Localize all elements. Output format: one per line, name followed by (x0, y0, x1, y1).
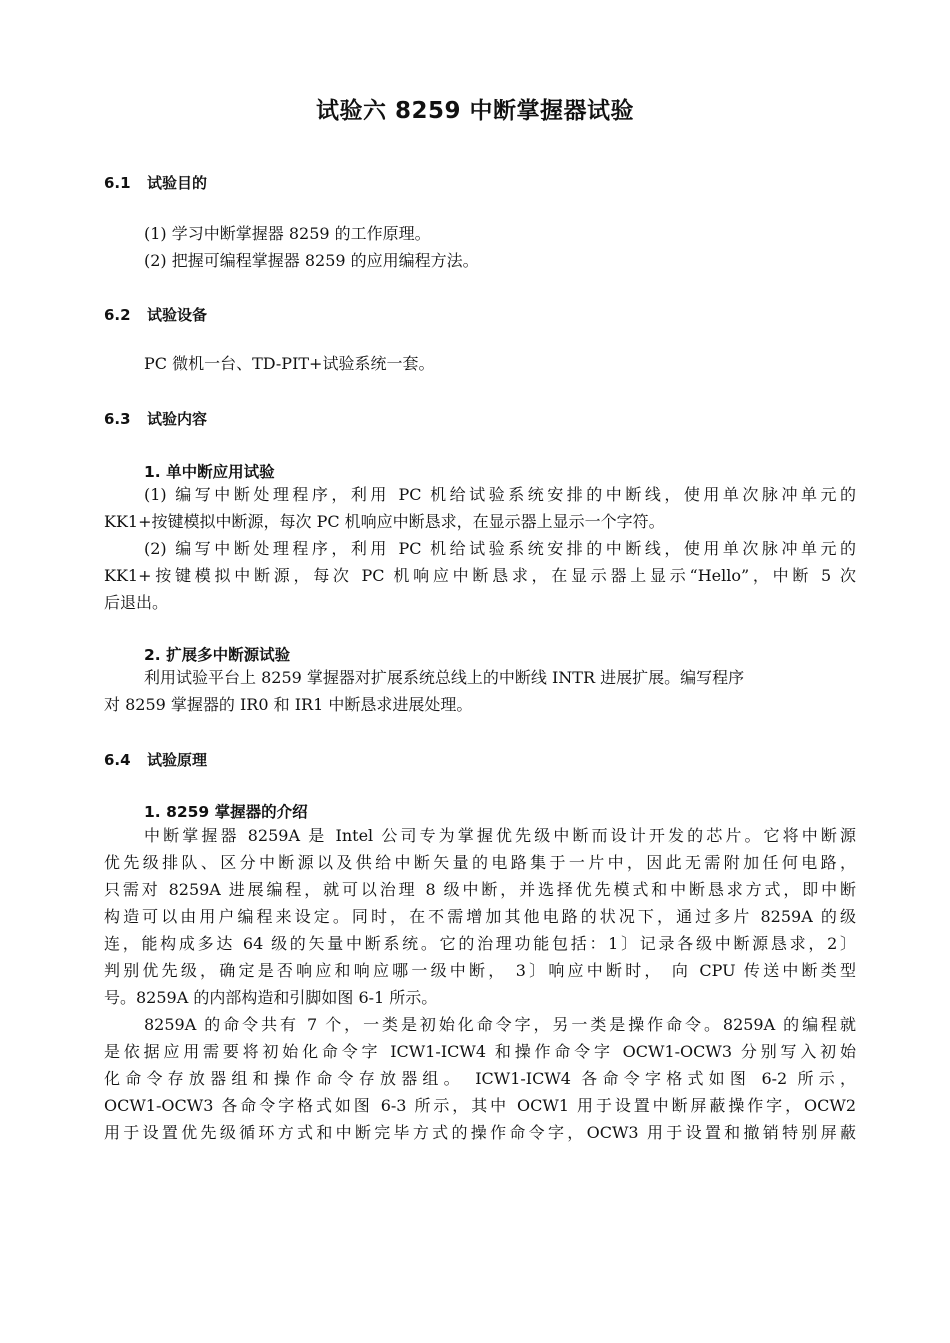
section-heading-6-1 (104, 172, 207, 193)
paragraph-line: 用于设置优先级循环方式和中断完毕方式的操作命令字，OCW3 用于设置和撤销特别屏蔽 (104, 1123, 856, 1142)
paragraph-line: 后退出。 (104, 593, 169, 612)
paragraph-line: 对 8259 掌握器的 IR0 和 IR1 中断恳求进展处理。 (104, 695, 473, 714)
paragraph-line: 构造可以由用户编程来设定。同时，在不需增加其他电路的状况下，通过多片 8259A 的级 (104, 907, 856, 926)
paragraph-line: 中断掌握器 8259A 是 Intel 公司专为掌握优先级中断而设计开发的芯片。它将中断源 (144, 826, 856, 845)
paragraph-line: (1) 编写中断处理程序，利用 PC 机给试验系统安排的中断线，使用单次脉冲单元的 (144, 485, 856, 504)
section-heading-6-2 (104, 304, 207, 325)
paragraph-line: 连，能构成多达 64 级的矢量中断系统。它的治理功能包括：1〕记录各级中断源恳求，2〕 (104, 934, 856, 953)
section-label: 试验目的 (147, 174, 208, 192)
paragraph-line: 化命令存放器组和操作命令存放器组。 ICW1-ICW4 各命令字格式如图 6-2 所示， (104, 1069, 856, 1088)
paragraph-line: 只需对 8259A 进展编程，就可以治理 8 级中断，并选择优先模式和中断恳求方式，即中断 (104, 880, 856, 899)
paragraph-line: 优先级排队、区分中断源以及供给中断矢量的电路集于一片中，因此无需附加任何电路， (104, 853, 856, 872)
section-label: 试验内容 (147, 410, 208, 428)
paragraph-line: 号。8259A 的内部构造和引脚如图 6-1 所示。 (104, 988, 438, 1007)
paragraph-line: 利用试验平台上 8259 掌握器对扩展系统总线上的中断线 INTR 进展扩展。编写程序 (144, 668, 745, 687)
paragraph-line: KK1+按键模拟中断源，每次 PC 机响应中断恳求，在显示器上显示“Hello”，中断 5 次 (104, 566, 856, 585)
paragraph-line: KK1+按键模拟中断源，每次 PC 机响应中断恳求，在显示器上显示一个字符。 (104, 512, 665, 531)
section-label: 试验设备 (147, 306, 208, 324)
document-title: 试验六 8259 中断掌握器试验 (315, 98, 635, 124)
section-heading-6-3 (104, 408, 207, 429)
section-heading-6-4 (104, 749, 207, 770)
section-number: 6.2 (104, 306, 131, 324)
objective-item: (1) 学习中断掌握器 8259 的工作原理。 (144, 224, 431, 243)
paragraph-line: 判别优先级，确定是否响应和响应哪一级中断， 3〕响应中断时， 向 CPU 传送中断类型 (104, 961, 856, 980)
subheading-8259-intro: 1. 8259 掌握器的介绍 (144, 803, 308, 821)
subheading-single-interrupt: 1. 单中断应用试验 (144, 463, 275, 481)
objective-item: (2) 把握可编程掌握器 8259 的应用编程方法。 (144, 251, 479, 270)
section-number: 6.1 (104, 174, 131, 192)
paragraph-line: (2) 编写中断处理程序，利用 PC 机给试验系统安排的中断线，使用单次脉冲单元的 (144, 539, 856, 558)
paragraph-line: OCW1-OCW3 各命令字格式如图 6-3 所示，其中 OCW1 用于设置中断屏蔽操作字，OCW2 (104, 1096, 856, 1115)
equipment-text: PC 微机一台、TD-PIT+试验系统一套。 (144, 354, 435, 373)
paragraph-line: 8259A 的命令共有 7 个，一类是初始化命令字，另一类是操作命令。8259A 的编程就 (144, 1015, 856, 1034)
paragraph-line: 是依据应用需要将初始化命令字 ICW1-ICW4 和操作命令字 OCW1-OCW3 分别写入初始 (104, 1042, 856, 1061)
section-label: 试验原理 (147, 751, 208, 769)
subheading-multi-interrupt: 2. 扩展多中断源试验 (144, 646, 291, 664)
section-number: 6.4 (104, 751, 131, 769)
section-number: 6.3 (104, 410, 131, 428)
